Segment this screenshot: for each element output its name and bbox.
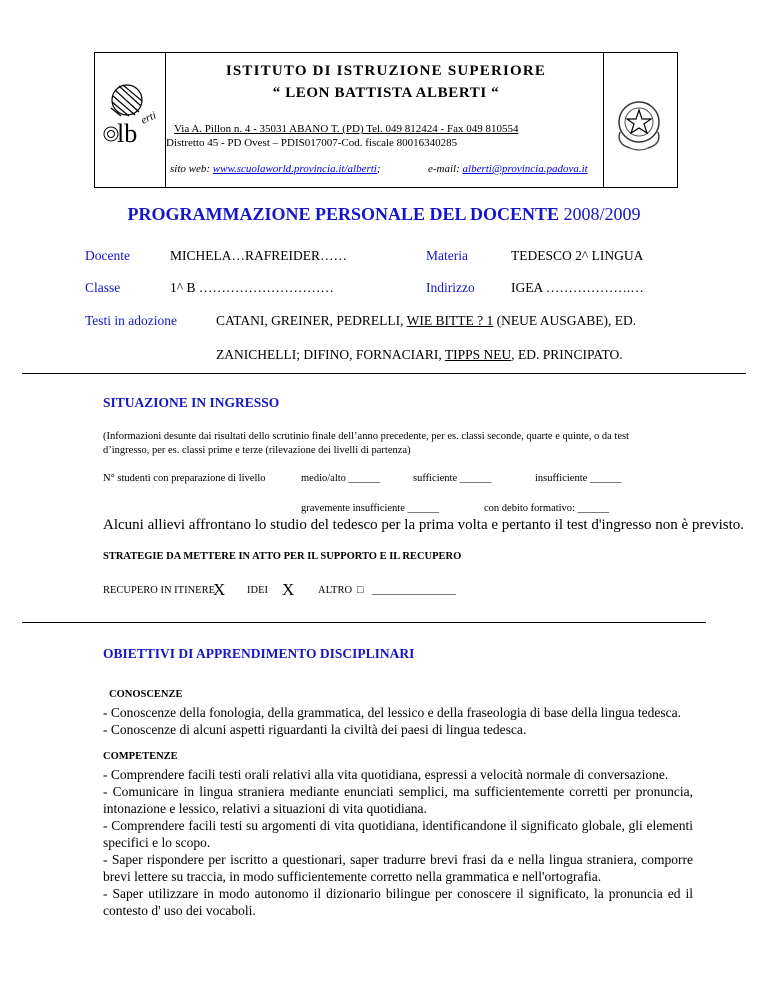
testi-line1: CATANI, GREINER, PEDRELLI, WIE BITTE ? 1 (NEUE AUSGABE), ED. [216,313,637,328]
list-item: - Conoscenze della fonologia, della grammatica, del lessico e della fraseologia di base della lingua tedesca. [103,705,682,720]
strategie-heading: STRATEGIE DA METTERE IN ATTO PER IL SUPPORTO E IL RECUPERO [103,551,462,562]
docente-value: MICHELA…RAFREIDER…… [170,248,348,263]
testi-label: Testi in adozione [85,313,178,328]
grav-insufficiente-field: gravemente insufficiente ______ [301,503,440,514]
website-link[interactable]: www.scuolaworld.provincia.it/alberti [212,163,377,175]
idei-label: IDEI [247,585,268,596]
list-item: - Saper utilizzare in modo autonomo il dizionario bilingue per conoscere il significato, la pronuncia ed il contesto d' uso dei vocaboli. [103,886,693,918]
email-link[interactable]: alberti@provincia.padova.it [462,163,588,175]
sufficiente-field: sufficiente ______ [413,473,492,484]
medio-alto-field: medio/alto ______ [301,473,381,484]
svg-text:lb: lb [117,119,138,148]
docente-label: Docente [85,248,130,263]
indirizzo-value: IGEA ……………….… [511,280,644,295]
institute-name: ISTITUTO DI ISTRUZIONE SUPERIORE [225,63,547,79]
idei-mark: X [282,580,295,599]
indirizzo-label: Indirizzo [426,280,475,295]
list-item: - Comprendere facili testi orali relativi alla vita quotidiana, espressi a velocità normale di conversazione. [103,767,669,782]
document-title: PROGRAMMAZIONE PERSONALE DEL DOCENTE 2008/2009 [127,204,641,224]
recupero-mark: X [213,580,226,599]
conoscenze-heading: CONOSCENZE [109,689,183,700]
competenze-list [103,766,693,919]
materia-label: Materia [426,248,468,263]
school-address: Via A. Pillon n. 4 - 35031 ABANO T. (PD) Tel. 049 812424 - Fax 049 810554 [174,123,519,135]
classe-label: Classe [85,280,121,295]
altro-label: ALTRO [318,585,353,596]
list-item: - Comprendere facili testi su argomenti di vita quotidiana, identificandone il significato globale, gli elementi specifici e lo scopo. [103,818,693,850]
recupero-label: RECUPERO IN ITINERE [103,585,215,596]
school-website: sito web: www.scuolaworld.provincia.it/alberti; [170,163,381,175]
testi-line2: ZANICHELLI; DIFINO, FORNACIARI, TIPPS NEU, ED. PRINCIPATO. [216,347,623,362]
school-district: Distretto 45 - PD Ovest – PDIS017007-Cod. fiscale 80016340285 [166,137,458,149]
debito-field: con debito formativo: ______ [484,503,610,514]
logo-divider [165,53,166,187]
school-logo [97,72,165,162]
republic-emblem [612,92,666,154]
svg-text:erti: erti [139,109,159,127]
insufficiente-field: insufficiente ______ [535,473,622,484]
school-email: e-mail: alberti@provincia.padova.it [428,163,588,175]
list-item: - Saper rispondere per iscritto a questionari, saper tradurre brevi frasi da e nella lingua straniera, comporre brevi lettere su traccia, in modo sufficientemente corretto nella grammatica e nell'ortografia. [103,852,693,884]
divider [22,622,706,623]
students-level-label: N° studenti con preparazione di livello [103,473,266,484]
divider [22,373,746,374]
situazione-heading: SITUAZIONE IN INGRESSO [103,395,280,410]
competenze-heading: COMPETENZE [103,751,178,762]
list-item: - Conoscenze di alcuni aspetti riguardanti la civiltà dei paesi di lingua tedesca. [103,722,527,737]
altro-line: ________________ [372,585,456,596]
situazione-note: (Informazioni desunte dai risultati dello scrutinio finale dell’anno precedente, per es. classi seconde, quarte e quinte, o da test d’ingresso, per es. classi prime e terze (rilevazione dei livelli di partenza) [103,431,629,456]
emblem-divider [603,53,604,187]
altro-checkbox: □ [357,585,364,596]
conoscenze-list [103,704,723,738]
materia-value: TEDESCO 2^ LINGUA [511,248,644,263]
situazione-comment: Alcuni allievi affrontano lo studio del tedesco per la prima volta e pertanto il test d'ingresso non è previsto. [103,517,745,533]
list-item: - Comunicare in lingua straniera mediante enunciati semplici, ma sufficientemente corretti per pronuncia, intonazione e lessico, relativi a situazioni di vita quotidiana. [103,784,693,816]
obiettivi-heading: OBIETTIVI DI APPRENDIMENTO DISCIPLINARI [103,646,415,661]
classe-value: 1^ B ………………………… [170,280,334,295]
school-name: “ LEON BATTISTA ALBERTI “ [272,85,500,101]
